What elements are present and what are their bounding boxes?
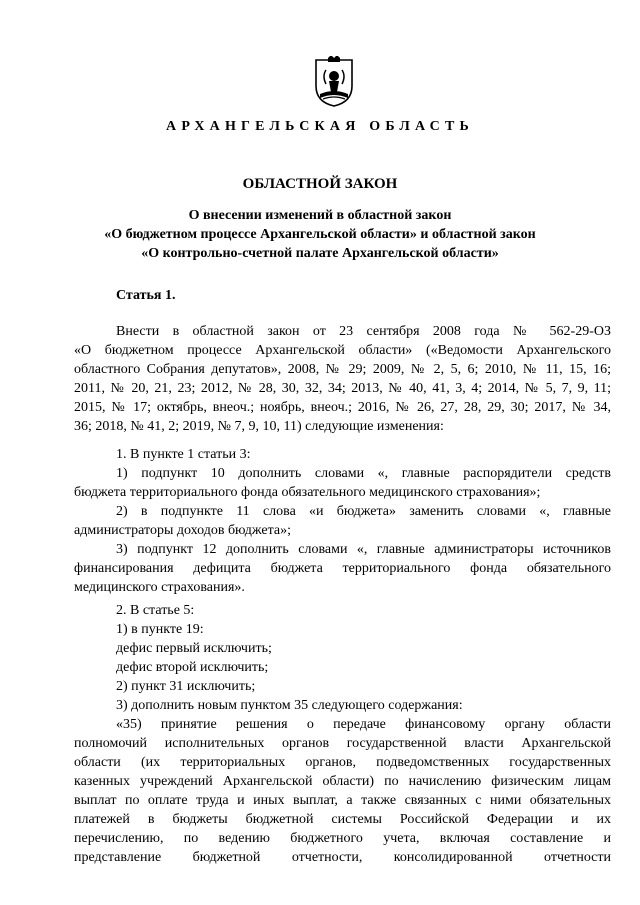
region-name: АРХАНГЕЛЬСКАЯ ОБЛАСТЬ [166, 119, 474, 134]
law-type: ОБЛАСТНОЙ ЗАКОН [242, 176, 398, 192]
law-title-line: «О бюджетном процессе Архангельской области» и областной закон [104, 227, 536, 242]
article-intro [74, 322, 611, 436]
text-line: «35) принятие решения о передаче финансовому органу области [116, 717, 611, 732]
text-line: 1) подпункт 10 дополнить словами «, главные распорядители средств [116, 466, 611, 481]
text-line: Внести в областной закон от 23 сентября 2008 года № 562-29-ОЗ [116, 324, 611, 339]
text-line: администраторы доходов бюджета»; [74, 523, 292, 538]
text-line: областного Собрания депутатов», 2008, № 29; 2009, № 2, 5, 6; 2010, № 11, 15, 16; [74, 362, 611, 377]
text-line: перечислению, по ведению бюджетного учета, включая составление и [74, 831, 611, 846]
law-title-line: «О контрольно-счетной палате Архангельской области» [141, 246, 499, 261]
law-title [0, 206, 640, 263]
text-line: «О бюджетном процессе Архангельской области» («Ведомости Архангельского [74, 343, 611, 358]
text-line: выплат по оплате труда и иных выплат, а также связанных с ними обязательных [74, 793, 611, 808]
article-heading: Статья 1. [116, 288, 176, 303]
text-line: 2) в подпункте 11 слова «и бюджета» заменить словами «, главные [116, 504, 611, 519]
text-line: бюджета территориального фонда обязательного медицинского страхования»; [74, 485, 541, 500]
text-line: 3) подпункт 12 дополнить словами «, главные администраторы источников [116, 542, 611, 557]
item-heading: 2. В статье 5: [116, 603, 195, 618]
item-heading: 1. В пункте 1 статьи 3: [116, 447, 251, 462]
text-line: 2) пункт 31 исключить; [116, 679, 256, 694]
coat-of-arms-icon [308, 56, 360, 108]
item-2 [74, 601, 611, 867]
text-line: 2015, № 17; октябрь, внеоч.; ноябрь, внеоч.; 2016, № 26, 27, 28, 29, 30; 2017, № 34, [74, 400, 611, 415]
text-line: 1) в пункте 19: [116, 622, 204, 637]
text-line: дефис первый исключить; [116, 641, 272, 656]
text-line: 36; 2018, № 41, 2; 2019, № 7, 9, 10, 11) следующие изменения: [74, 419, 444, 434]
text-line: представление бюджетной отчетности, консолидированной отчетности [74, 850, 611, 865]
text-line: финансирования дефицита бюджета территориального фонда обязательного [74, 561, 611, 576]
text-line: 2011, № 20, 21, 23; 2012, № 28, 30, 32, 34; 2013, № 40, 41, 3, 4; 2014, № 5, 7, 9, 11; [74, 381, 611, 396]
text-line: полномочий исполнительных органов государственной власти Архангельской [74, 736, 611, 751]
item-1 [74, 445, 611, 597]
text-line: дефис второй исключить; [116, 660, 269, 675]
law-title-line: О внесении изменений в областной закон [188, 208, 452, 223]
text-line: казенных учреждений Архангельской области) по начислению физическим лицам [74, 774, 611, 789]
text-line: 3) дополнить новым пунктом 35 следующего содержания: [116, 698, 463, 713]
text-line: области (их территориальных органов, подведомственных государственных [74, 755, 611, 770]
text-line: медицинского страхования». [74, 580, 245, 595]
text-line: платежей в бюджеты бюджетной системы Российской Федерации и их [74, 812, 611, 827]
